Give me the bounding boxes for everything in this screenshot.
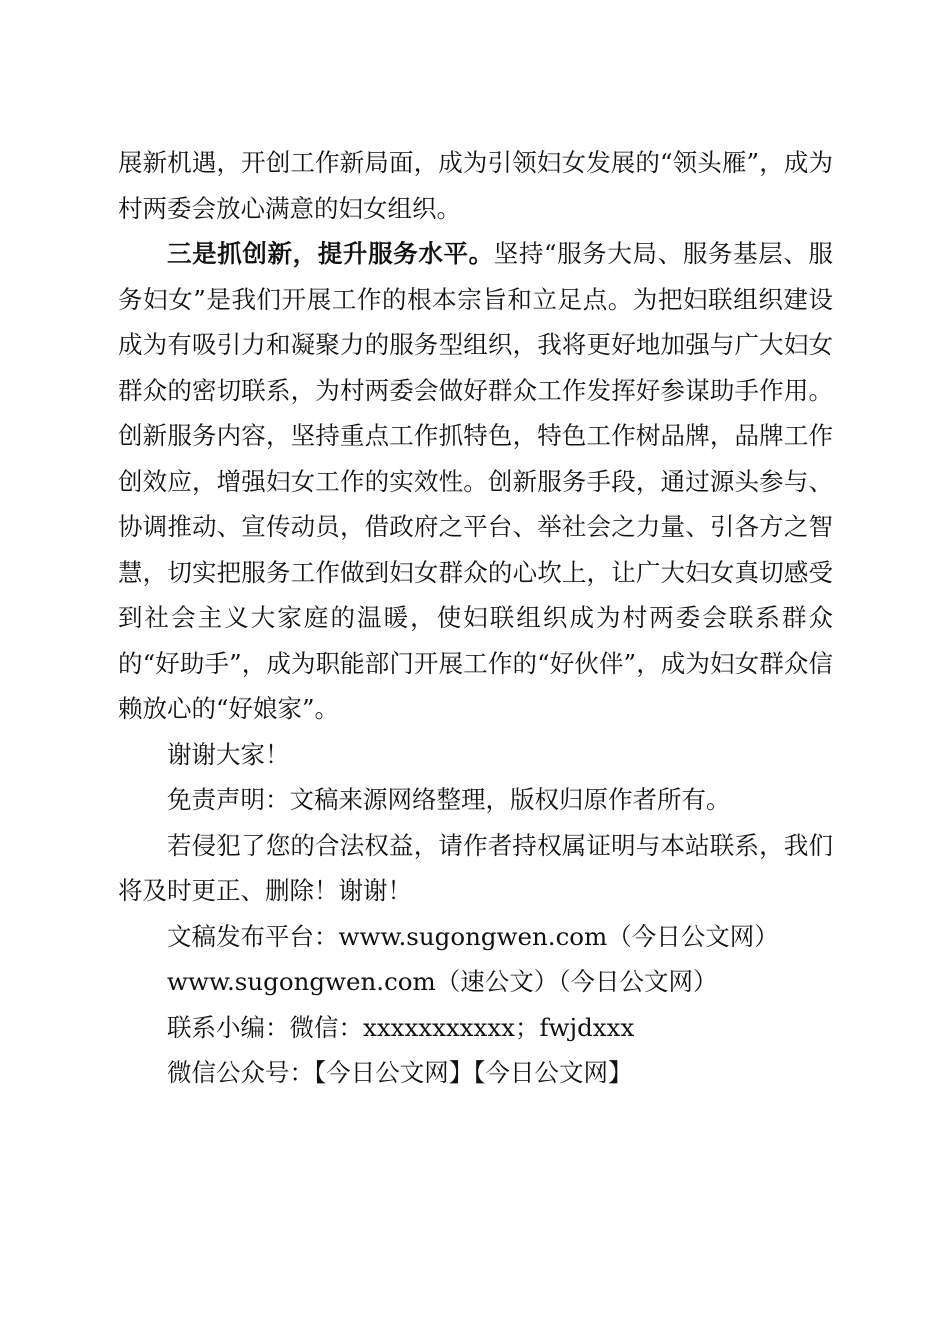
website-line: www.sugongwen.com（速公文）（今日公文网） xyxy=(167,967,718,996)
paragraph-lead-heading: 三是抓创新，提升服务水平。 xyxy=(167,239,494,268)
document-body xyxy=(118,140,833,1096)
disclaimer-text: 免责声明：文稿来源网络整理，版权归原作者所有。 xyxy=(167,785,731,814)
publish-platform-line: 文稿发布平台：www.sugongwen.com（今日公文网） xyxy=(167,921,779,951)
closing-thanks: 谢谢大家！ xyxy=(167,739,290,769)
wechat-account-line: 微信公众号：【今日公文网】【今日公文网】 xyxy=(167,1058,633,1087)
paragraph-innovation xyxy=(118,231,833,732)
contact-editor-line: 联系小编：微信：xxxxxxxxxxx；fwjdxxx xyxy=(167,1012,635,1042)
paragraph-continuation: 展新机遇，开创工作新局面，成为引领妇女发展的“领头雁”，成为村两委会放心满意的妇女组织。 xyxy=(118,148,833,223)
paragraph-body-text: 坚持“服务大局、服务基层、服务妇女”是我们开展工作的根本宗旨和立足点。为把妇联组织建设成为有吸引力和凝聚力的服务型组织，我将更好地加强与广大妇女群众的密切联系，为村两委会做好群众工作发挥好参谋助手作用。创新服务内容，坚持重点工作抓特色，特色工作树品牌，品牌工作创效应，增强妇女工作的实效性。创新服务手段，通过源头参与、协调推动、宣传动员，借政府之平台、举社会之力量、引各方之智慧，切实把服务工作做到妇女群众的心坎上，让广大妇女真切感受到社会主义大家庭的温暖，使妇联组织成为村两委会联系群众的“好助手”，成为职能部门开展工作的“好伙伴”，成为妇女群众信赖放心的“好娘家”。 xyxy=(118,239,833,723)
infringement-notice: 若侵犯了您的合法权益，请作者持权属证明与本站联系，我们将及时更正、删除！谢谢！ xyxy=(118,830,833,905)
